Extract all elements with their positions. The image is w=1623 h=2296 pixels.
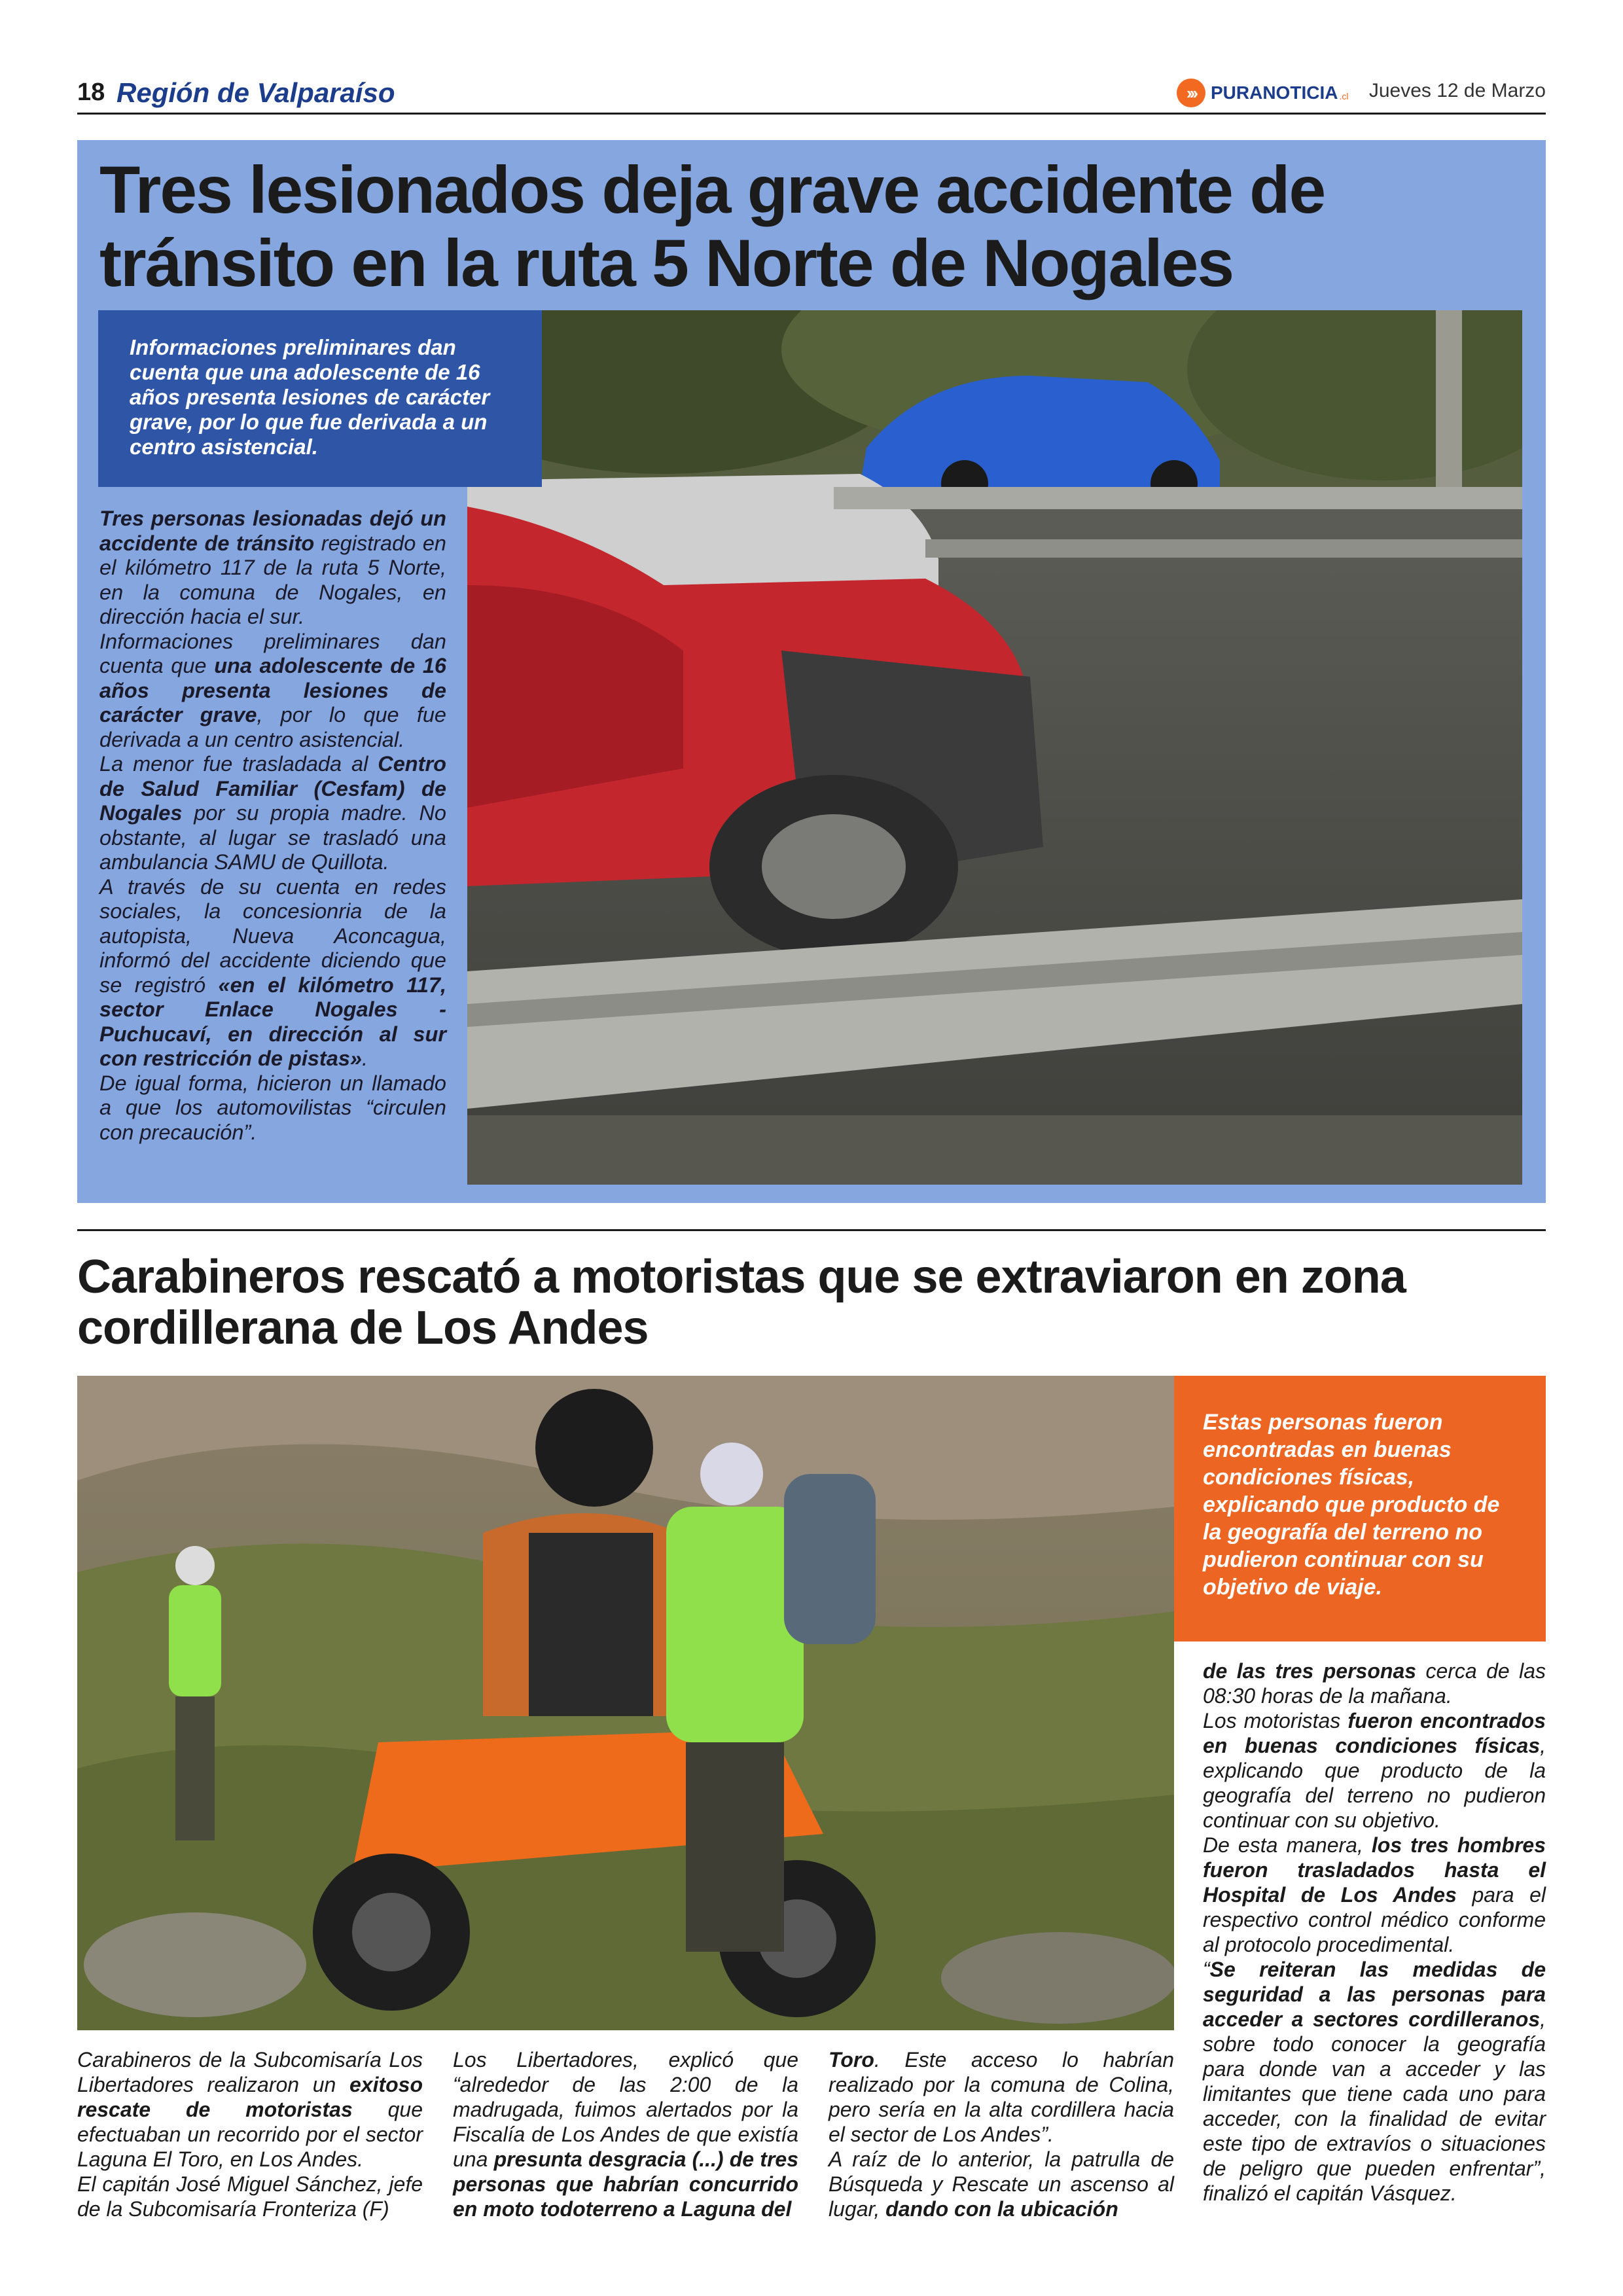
bold-text: Centro de Salud Familiar (Cesfam) de Nogales [99, 752, 446, 825]
body-text: Los motoristas [1203, 1709, 1348, 1732]
body-text: Informaciones preliminares dan cuenta que [99, 629, 446, 677]
story-rescue-pullquote [1174, 1376, 1546, 1641]
story-rescue-column-3 [829, 2047, 1174, 2221]
body-paragraph: El capitán José Miguel Sánchez, jefe de la Subcomisaría Fronteriza (F) [77, 2172, 423, 2221]
issue-date: Jueves 12 de Marzo [1368, 80, 1546, 101]
body-paragraph [829, 2147, 1174, 2221]
bold-text: dando con la ubicación [885, 2197, 1118, 2221]
body-text: , explicando que producto de la geografía del terreno no pudieron continuar con su objetivo. [1203, 1734, 1546, 1832]
body-paragraph [1203, 1957, 1546, 2206]
bold-text: una adolescente de 16 años presenta lesiones de carácter grave [99, 654, 446, 726]
logo-text: PURANOTICIA [1211, 82, 1338, 103]
body-paragraph [829, 2047, 1174, 2147]
body-text: , por lo que fue derivada a un centro asistencial. [99, 703, 446, 751]
story-rescue-column-4 [1203, 1659, 1546, 2206]
puranoticia-logo[interactable] [1177, 79, 1348, 107]
motorcycle-rescue-photo-icon [77, 1376, 1174, 2030]
logo-chevrons-icon: ››› [1177, 79, 1205, 107]
story-accident-body [99, 507, 446, 1145]
bold-text: Toro [829, 2048, 874, 2072]
bold-text: de las tres personas [1203, 1659, 1417, 1683]
bold-text: Se reiteran las medidas de seguridad a las personas para acceder a sectores cordilleranos [1203, 1958, 1546, 2031]
logo-suffix: .cl [1339, 91, 1349, 101]
pullquote-text: Estas personas fueron encontradas en buenas condiciones físicas, explicando que producto de la geografía del terreno no pudieron continuar con su objetivo de viaje. [1203, 1410, 1500, 1600]
story-rescue-headline: Carabineros rescató a motoristas que se extraviaron en zona cordillerana de Los Andes [77, 1251, 1406, 1354]
bold-text: exitoso rescate de motoristas [77, 2073, 423, 2121]
body-paragraph [99, 752, 446, 875]
body-paragraph [453, 2047, 798, 2221]
body-text: La menor fue trasladada al [99, 752, 378, 776]
body-text: . Este acceso lo habrían realizado por la comuna de Colina, pero sería en la alta cordillera hacia el sector de Los Andes”. [829, 2048, 1174, 2146]
body-text: por su propia madre. No obstante, al lugar se trasladó una ambulancia SAMU de Quillota. [99, 801, 446, 874]
body-paragraph [77, 2047, 423, 2172]
bold-text: Tres personas lesionadas dejó un accidente de tránsito [99, 507, 446, 555]
body-paragraph [99, 1071, 446, 1145]
body-text: Carabineros de la Subcomisaría Los Libertadores realizaron un [77, 2048, 423, 2096]
body-text: que efectuaban un recorrido por el sector Laguna El Toro, en Los Andes. [77, 2098, 423, 2171]
body-text: registrado en el kilómetro 117 de la ruta 5 Norte, en la comuna de Nogales, en dirección hacia el sur. [99, 531, 446, 628]
body-text: para el respectivo control médico conforme al protocolo procedimental. [1203, 1883, 1546, 1956]
bold-text: fueron encontrados en buenas condiciones físicas [1203, 1709, 1546, 1757]
body-text: cerca de las 08:30 horas de la mañana. [1203, 1659, 1546, 1708]
body-paragraph [99, 875, 446, 1071]
body-paragraph [99, 507, 446, 630]
body-text: A través de su cuenta en redes sociales, la concesionria de la autopista, Nueva Aconcagua, informó del accidente diciendo que se registró [99, 874, 446, 997]
story-divider [77, 1229, 1546, 1231]
car-crash-photo-icon [467, 310, 1522, 1185]
bold-text: los tres hombres fueron trasladados hasta el Hospital de Los Andes [1203, 1833, 1546, 1907]
page-number: 18 [77, 79, 105, 106]
body-text: “ [1203, 1958, 1210, 1981]
body-paragraph [1203, 1833, 1546, 1957]
section-title: Región de Valparaíso [116, 77, 395, 108]
body-paragraph [1203, 1708, 1546, 1833]
header-divider [77, 113, 1546, 115]
story-accident-headline: Tres lesionados deja grave accidente de tránsito en la ruta 5 Norte de Nogales [99, 152, 1325, 300]
story-rescue-column-1 [77, 2047, 423, 2221]
pullquote-text: Informaciones preliminares dan cuenta que una adolescente de 16 años presenta lesiones de carácter grave, por lo que fue derivada a un centro asistencial. [130, 335, 490, 459]
body-text: De igual forma, hicieron un llamado a que los automovilistas “circulen con precaución”. [99, 1071, 446, 1144]
body-text: Los Libertadores, explicó que “alrededor de las 2:00 de la madrugada, fuimos alertados por la Fiscalía de Los Andes de que existía una [453, 2048, 798, 2171]
page-header [77, 71, 1546, 117]
body-text: A raíz de lo anterior, la patrulla de Búsqueda y Rescate un ascenso al lugar, [829, 2147, 1174, 2221]
body-text: . [361, 1047, 368, 1070]
story-accident [77, 140, 1546, 1203]
body-paragraph [1203, 1659, 1546, 1708]
bold-text: «en el kilómetro 117, sector Enlace Nogales - Puchucaví, en dirección al sur con restricción de pistas» [99, 973, 446, 1070]
body-text: , sobre todo conocer la geografía para donde van a acceder y las limitantes que tiene cada uno para acceder, con la finalidad de evitar este tipo de extravíos o situaciones de peligro que pueden enfrentar”, finalizó el capitán Vásquez. [1203, 2007, 1546, 2205]
bold-text: presunta desgracia (...) de tres personas que habrían concurrido en moto todoterreno a Laguna del [453, 2147, 798, 2221]
story-accident-pullquote [98, 310, 542, 487]
body-paragraph [99, 630, 446, 753]
body-text: De esta manera, [1203, 1833, 1372, 1857]
story-rescue-column-2 [453, 2047, 798, 2221]
